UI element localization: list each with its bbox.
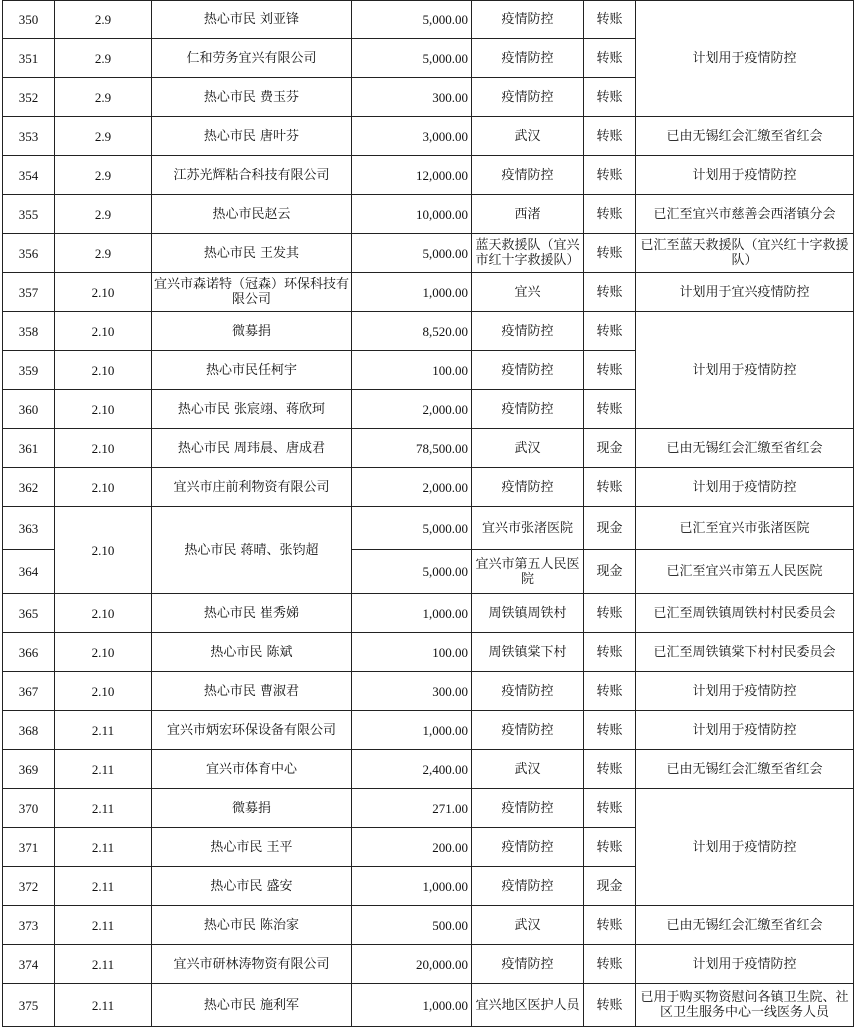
amount-cell: 100.00 [352, 351, 472, 390]
note-cell: 计划用于疫情防控 [636, 156, 854, 195]
date-cell: 2.11 [55, 711, 152, 750]
payment-method-cell: 转账 [584, 750, 636, 789]
table-row [3, 117, 854, 156]
purpose-cell: 疫情防控 [472, 312, 584, 351]
table-row [3, 672, 854, 711]
date-cell: 2.9 [55, 39, 152, 78]
purpose-cell: 宜兴 [472, 273, 584, 312]
payment-method-cell: 现金 [584, 867, 636, 906]
table-row [3, 273, 854, 312]
note-cell: 计划用于疫情防控 [636, 711, 854, 750]
row-number-cell: 355 [3, 195, 55, 234]
amount-cell: 5,000.00 [352, 1, 472, 39]
amount-cell: 300.00 [352, 78, 472, 117]
purpose-cell: 武汉 [472, 117, 584, 156]
note-cell: 已汇至周铁镇棠下村村民委员会 [636, 633, 854, 672]
date-cell: 2.10 [55, 390, 152, 429]
table-row [3, 468, 854, 507]
date-cell: 2.11 [55, 789, 152, 828]
payment-method-cell: 转账 [584, 594, 636, 633]
payment-method-cell: 转账 [584, 906, 636, 945]
table-row [3, 789, 854, 828]
payment-method-cell: 现金 [584, 507, 636, 550]
note-cell: 计划用于疫情防控 [636, 1, 854, 117]
donor-cell: 热心市民 王发其 [152, 234, 352, 273]
amount-cell: 1,000.00 [352, 867, 472, 906]
date-cell: 2.10 [55, 273, 152, 312]
table-row [3, 984, 854, 1027]
date-cell: 2.11 [55, 945, 152, 984]
row-number-cell: 360 [3, 390, 55, 429]
date-cell: 2.11 [55, 750, 152, 789]
donor-cell: 热心市民任柯宇 [152, 351, 352, 390]
amount-cell: 2,000.00 [352, 468, 472, 507]
table-row [3, 156, 854, 195]
row-number-cell: 367 [3, 672, 55, 711]
amount-cell: 78,500.00 [352, 429, 472, 468]
donor-cell: 热心市民 曹淑君 [152, 672, 352, 711]
row-number-cell: 369 [3, 750, 55, 789]
donor-cell: 宜兴市研林涛物资有限公司 [152, 945, 352, 984]
payment-method-cell: 转账 [584, 351, 636, 390]
row-number-cell: 371 [3, 828, 55, 867]
donor-cell: 热心市民 周玮晨、唐成君 [152, 429, 352, 468]
note-cell: 计划用于疫情防控 [636, 789, 854, 906]
donor-cell: 热心市民赵云 [152, 195, 352, 234]
table-row [3, 945, 854, 984]
amount-cell: 2,000.00 [352, 390, 472, 429]
payment-method-cell: 转账 [584, 312, 636, 351]
note-cell: 已由无锡红会汇缴至省红会 [636, 906, 854, 945]
note-cell: 已由无锡红会汇缴至省红会 [636, 750, 854, 789]
donor-cell: 热心市民 蒋晴、张钧超 [152, 507, 352, 594]
purpose-cell: 疫情防控 [472, 828, 584, 867]
note-cell: 已汇至周铁镇周铁村村民委员会 [636, 594, 854, 633]
row-number-cell: 359 [3, 351, 55, 390]
donor-cell: 热心市民 陈斌 [152, 633, 352, 672]
donor-cell: 热心市民 张宸翊、蒋欣珂 [152, 390, 352, 429]
row-number-cell: 357 [3, 273, 55, 312]
date-cell: 2.10 [55, 351, 152, 390]
row-number-cell: 370 [3, 789, 55, 828]
table-row [3, 507, 854, 550]
donor-cell: 宜兴市森诺特（冠森）环保科技有限公司 [152, 273, 352, 312]
row-number-cell: 368 [3, 711, 55, 750]
amount-cell: 5,000.00 [352, 39, 472, 78]
purpose-cell: 宜兴地区医护人员 [472, 984, 584, 1027]
payment-method-cell: 现金 [584, 429, 636, 468]
table-row [3, 711, 854, 750]
payment-method-cell: 转账 [584, 390, 636, 429]
payment-method-cell: 转账 [584, 273, 636, 312]
purpose-cell: 疫情防控 [472, 867, 584, 906]
date-cell: 2.10 [55, 594, 152, 633]
amount-cell: 100.00 [352, 633, 472, 672]
payment-method-cell: 转账 [584, 468, 636, 507]
purpose-cell: 武汉 [472, 750, 584, 789]
date-cell: 2.9 [55, 156, 152, 195]
row-number-cell: 372 [3, 867, 55, 906]
payment-method-cell: 转账 [584, 117, 636, 156]
purpose-cell: 疫情防控 [472, 468, 584, 507]
purpose-cell: 西渚 [472, 195, 584, 234]
table-row [3, 1, 854, 39]
donor-cell: 仁和劳务宜兴有限公司 [152, 39, 352, 78]
purpose-cell: 疫情防控 [472, 945, 584, 984]
amount-cell: 8,520.00 [352, 312, 472, 351]
payment-method-cell: 转账 [584, 633, 636, 672]
payment-method-cell: 转账 [584, 828, 636, 867]
note-cell: 已汇至宜兴市张渚医院 [636, 507, 854, 550]
row-number-cell: 362 [3, 468, 55, 507]
payment-method-cell: 转账 [584, 711, 636, 750]
row-number-cell: 361 [3, 429, 55, 468]
donor-cell: 热心市民 崔秀娣 [152, 594, 352, 633]
row-number-cell: 375 [3, 984, 55, 1027]
purpose-cell: 疫情防控 [472, 1, 584, 39]
payment-method-cell: 现金 [584, 550, 636, 594]
purpose-cell: 周铁镇棠下村 [472, 633, 584, 672]
date-cell: 2.9 [55, 234, 152, 273]
donor-cell: 热心市民 费玉芬 [152, 78, 352, 117]
payment-method-cell: 转账 [584, 672, 636, 711]
table-row [3, 234, 854, 273]
donor-cell: 热心市民 盛安 [152, 867, 352, 906]
row-number-cell: 356 [3, 234, 55, 273]
row-number-cell: 351 [3, 39, 55, 78]
row-number-cell: 353 [3, 117, 55, 156]
purpose-cell: 武汉 [472, 906, 584, 945]
row-number-cell: 365 [3, 594, 55, 633]
purpose-cell: 疫情防控 [472, 351, 584, 390]
date-cell: 2.11 [55, 906, 152, 945]
amount-cell: 271.00 [352, 789, 472, 828]
date-cell: 2.9 [55, 117, 152, 156]
donor-cell: 热心市民 施利军 [152, 984, 352, 1027]
table-row [3, 195, 854, 234]
payment-method-cell: 转账 [584, 195, 636, 234]
note-cell: 计划用于疫情防控 [636, 945, 854, 984]
date-cell: 2.10 [55, 429, 152, 468]
payment-method-cell: 转账 [584, 945, 636, 984]
row-number-cell: 352 [3, 78, 55, 117]
row-number-cell: 374 [3, 945, 55, 984]
donor-cell: 宜兴市庄前利物资有限公司 [152, 468, 352, 507]
purpose-cell: 疫情防控 [472, 39, 584, 78]
payment-method-cell: 转账 [584, 789, 636, 828]
date-cell: 2.11 [55, 984, 152, 1027]
date-cell: 2.10 [55, 312, 152, 351]
row-number-cell: 373 [3, 906, 55, 945]
donor-cell: 热心市民 唐叶芬 [152, 117, 352, 156]
row-number-cell: 364 [3, 550, 55, 594]
amount-cell: 200.00 [352, 828, 472, 867]
amount-cell: 1,000.00 [352, 594, 472, 633]
purpose-cell: 宜兴市第五人民医院 [472, 550, 584, 594]
row-number-cell: 354 [3, 156, 55, 195]
purpose-cell: 疫情防控 [472, 78, 584, 117]
date-cell: 2.10 [55, 672, 152, 711]
date-cell: 2.9 [55, 1, 152, 39]
amount-cell: 2,400.00 [352, 750, 472, 789]
note-cell: 已汇至宜兴市第五人民医院 [636, 550, 854, 594]
payment-method-cell: 转账 [584, 984, 636, 1027]
table-row [3, 312, 854, 351]
donor-cell: 宜兴市炳宏环保设备有限公司 [152, 711, 352, 750]
table-row [3, 906, 854, 945]
purpose-cell: 周铁镇周铁村 [472, 594, 584, 633]
donor-cell: 热心市民 陈治家 [152, 906, 352, 945]
note-cell: 已汇至宜兴市慈善会西渚镇分会 [636, 195, 854, 234]
row-number-cell: 366 [3, 633, 55, 672]
amount-cell: 5,000.00 [352, 550, 472, 594]
amount-cell: 20,000.00 [352, 945, 472, 984]
donation-table-body [3, 1, 854, 1027]
donor-cell: 江苏光辉粘合科技有限公司 [152, 156, 352, 195]
note-cell: 已由无锡红会汇缴至省红会 [636, 117, 854, 156]
note-cell: 计划用于疫情防控 [636, 672, 854, 711]
note-cell: 已由无锡红会汇缴至省红会 [636, 429, 854, 468]
date-cell: 2.9 [55, 78, 152, 117]
amount-cell: 10,000.00 [352, 195, 472, 234]
donor-cell: 热心市民 刘亚锋 [152, 1, 352, 39]
purpose-cell: 疫情防控 [472, 672, 584, 711]
donor-cell: 热心市民 王平 [152, 828, 352, 867]
amount-cell: 12,000.00 [352, 156, 472, 195]
amount-cell: 500.00 [352, 906, 472, 945]
note-cell: 计划用于宜兴疫情防控 [636, 273, 854, 312]
date-cell: 2.9 [55, 195, 152, 234]
payment-method-cell: 转账 [584, 78, 636, 117]
table-row [3, 750, 854, 789]
donor-cell: 微募捐 [152, 789, 352, 828]
payment-method-cell: 转账 [584, 156, 636, 195]
amount-cell: 5,000.00 [352, 507, 472, 550]
amount-cell: 300.00 [352, 672, 472, 711]
amount-cell: 3,000.00 [352, 117, 472, 156]
donation-table [2, 0, 854, 1027]
amount-cell: 1,000.00 [352, 711, 472, 750]
date-cell: 2.10 [55, 633, 152, 672]
note-cell: 计划用于疫情防控 [636, 312, 854, 429]
note-cell: 计划用于疫情防控 [636, 468, 854, 507]
payment-method-cell: 转账 [584, 1, 636, 39]
table-row [3, 594, 854, 633]
date-cell: 2.10 [55, 507, 152, 594]
date-cell: 2.11 [55, 828, 152, 867]
donor-cell: 宜兴市体育中心 [152, 750, 352, 789]
table-row [3, 429, 854, 468]
payment-method-cell: 转账 [584, 39, 636, 78]
row-number-cell: 350 [3, 1, 55, 39]
table-row [3, 633, 854, 672]
purpose-cell: 蓝天救援队（宜兴市红十字救援队） [472, 234, 584, 273]
purpose-cell: 疫情防控 [472, 711, 584, 750]
date-cell: 2.11 [55, 867, 152, 906]
amount-cell: 1,000.00 [352, 273, 472, 312]
donor-cell: 微募捐 [152, 312, 352, 351]
amount-cell: 5,000.00 [352, 234, 472, 273]
purpose-cell: 武汉 [472, 429, 584, 468]
row-number-cell: 358 [3, 312, 55, 351]
note-cell: 已用于购买物资慰问各镇卫生院、社区卫生服务中心一线医务人员 [636, 984, 854, 1027]
purpose-cell: 疫情防控 [472, 789, 584, 828]
purpose-cell: 宜兴市张渚医院 [472, 507, 584, 550]
date-cell: 2.10 [55, 468, 152, 507]
note-cell: 已汇至蓝天救援队（宜兴红十字救援队） [636, 234, 854, 273]
payment-method-cell: 转账 [584, 234, 636, 273]
purpose-cell: 疫情防控 [472, 156, 584, 195]
amount-cell: 1,000.00 [352, 984, 472, 1027]
row-number-cell: 363 [3, 507, 55, 550]
purpose-cell: 疫情防控 [472, 390, 584, 429]
